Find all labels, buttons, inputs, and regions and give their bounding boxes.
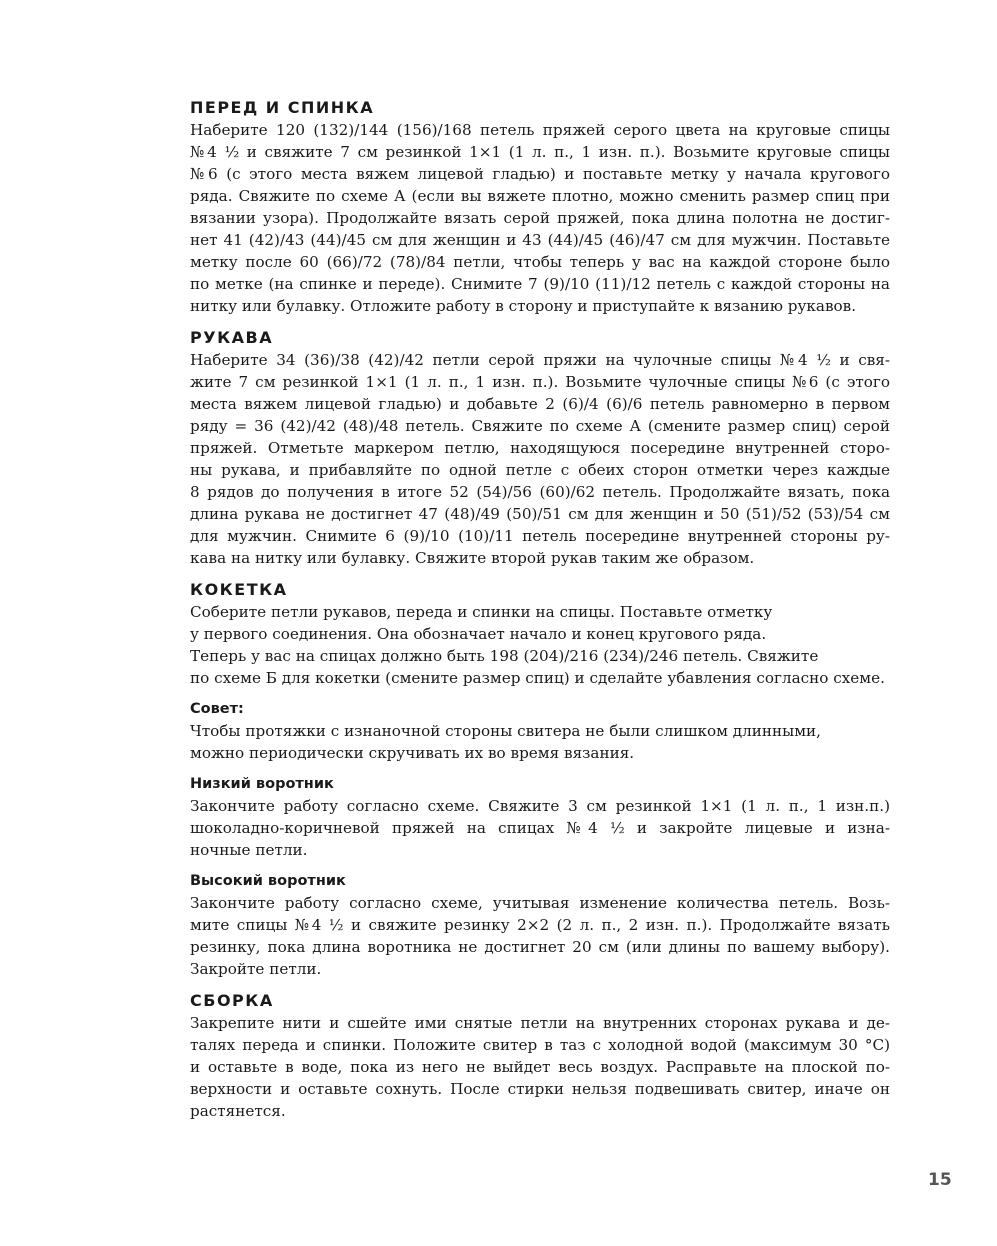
heading-low-collar: Низкий воротник [190,776,334,792]
text-line: Чтобы протяжки с изнаночной стороны свитера не были слишком длинными, [190,722,821,740]
heading-tip: Совет: [190,701,244,717]
paragraph-low-collar [190,795,890,861]
text-line: талях переда и спинки. Положите свитер в таз с холодной водой (максимум 30 °C) [190,1036,890,1054]
page-number: 15 [928,1170,952,1190]
text-line: места вяжем лицевой гладью) и добавьте 2 (6)/4 (6)/6 петель равномерно в первом [190,395,890,413]
text-line: №4 ½ и свяжите 7 см резинкой 1×1 (1 л. п., 1 изн. п.). Возьмите круговые спицы [190,143,890,161]
text-line: ряду = 36 (42)/42 (48)/48 петель. Свяжите по схеме А (смените размер спиц) серой [190,417,890,435]
paragraph-sleeves [190,349,890,569]
heading-yoke: КОКЕТКА [190,580,288,599]
text-line: ночные петли. [190,841,308,859]
text-line: метку после 60 (66)/72 (78)/84 петли, чтобы теперь у вас на каждой стороне было [190,253,890,271]
text-line: №6 (с этого места вяжем лицевой гладью) и поставьте метку у начала кругового [190,165,890,183]
text-line: верхности и оставьте сохнуть. После стирки нельзя подвешивать свитер, иначе он [190,1080,890,1098]
text-line: Наберите 34 (36)/38 (42)/42 петли серой пряжи на чулочные спицы №4 ½ и свя- [190,351,890,369]
text-line: растянется. [190,1102,286,1120]
text-line: Закройте петли. [190,960,322,978]
text-line: можно периодически скручивать их во время вязания. [190,744,635,762]
text-line: жите 7 см резинкой 1×1 (1 л. п., 1 изн. п.). Возьмите чулочные спицы №6 (с этого [190,373,890,391]
text-line: 8 рядов до получения в итоге 52 (54)/56 (60)/62 петель. Продолжайте вязать, пока [190,483,890,501]
heading-sleeves: РУКАВА [190,328,274,347]
text-line: у первого соединения. Она обозначает начало и конец кругового ряда. [190,625,767,643]
text-line: ны рукава, и прибавляйте по одной петле с обеих сторон отметки через каждые [190,461,890,479]
text-line: нитку или булавку. Отложите работу в сторону и приступайте к вязанию рукавов. [190,297,857,315]
text-line: по схеме Б для кокетки (смените размер спиц) и сделайте убавления согласно схеме. [190,669,885,687]
paragraph-front-back [190,119,890,317]
heading-front-back: ПЕРЕД И СПИНКА [190,98,375,117]
text-line: для мужчин. Снимите 6 (9)/10 (10)/11 петель посередине внутренней стороны ру- [190,527,890,545]
text-line: Закончите работу согласно схеме. Свяжите 3 см резинкой 1×1 (1 л. п., 1 изн.п.) [190,797,890,815]
text-line: шоколадно-коричневой пряжей на спицах №4 ½ и закройте лицевые и изна- [190,819,890,837]
text-line: длина рукава не достигнет 47 (48)/49 (50)/51 см для женщин и 50 (51)/52 (53)/54 см [190,505,890,523]
text-line: резинку, пока длина воротника не достигнет 20 см (или длины по вашему выбору). [190,938,890,956]
heading-assembly: СБОРКА [190,991,274,1010]
text-line: и оставьте в воде, пока из него не выйдет весь воздух. Расправьте на плоской по- [190,1058,890,1076]
text-line: нет 41 (42)/43 (44)/45 см для женщин и 43 (44)/45 (46)/47 см для мужчин. Поставьте [190,231,890,249]
heading-high-collar: Высокий воротник [190,873,346,889]
text-line: вязании узора). Продолжайте вязать серой пряжей, пока длина полотна не достиг- [190,209,890,227]
text-line: Соберите петли рукавов, переда и спинки на спицы. Поставьте отметку [190,603,773,621]
text-line: мите спицы №4 ½ и свяжите резинку 2×2 (2 л. п., 2 изн. п.). Продолжайте вязать [190,916,890,934]
text-line: кава на нитку или булавку. Свяжите второй рукав таким же образом. [190,549,755,567]
text-line: Наберите 120 (132)/144 (156)/168 петель пряжей серого цвета на круговые спицы [190,121,890,139]
text-line: Закончите работу согласно схеме, учитывая изменение количества петель. Возь- [190,894,890,912]
page-content [190,97,890,1122]
text-line: по метке (на спинке и переде). Снимите 7 (9)/10 (11)/12 петель с каждой стороны на [190,275,890,293]
paragraph-high-collar [190,892,890,980]
paragraph-assembly [190,1012,890,1122]
paragraph-yoke [190,601,890,689]
text-line: ряда. Свяжите по схеме А (если вы вяжете плотно, можно сменить размер спиц при [190,187,890,205]
text-line: Закрепите нити и сшейте ими снятые петли на внутренних сторонах рукава и де- [190,1014,890,1032]
text-line: Теперь у вас на спицах должно быть 198 (204)/216 (234)/246 петель. Свяжите [190,647,819,665]
paragraph-tip [190,720,890,764]
text-line: пряжей. Отметьте маркером петлю, находящуюся посередине внутренней сторо- [190,439,890,457]
